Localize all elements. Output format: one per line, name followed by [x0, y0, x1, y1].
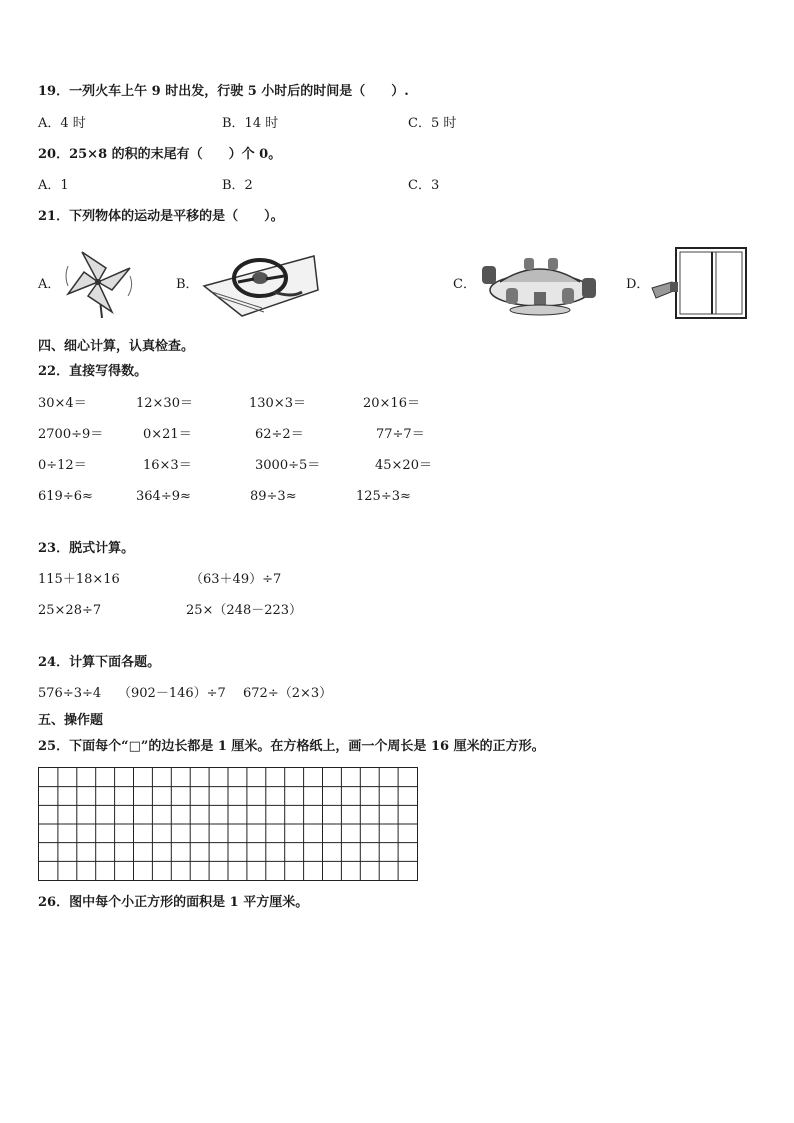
square-grid-paper[interactable]	[38, 767, 418, 881]
q22-r1-c2: 12×30＝	[136, 396, 193, 411]
q21-option-b[interactable]: B．	[176, 277, 199, 292]
q22-r4-c4: 125÷3≈	[356, 489, 411, 504]
question-20-text: 20．25×8 的积的末尾有（ ）个 0。	[38, 147, 282, 162]
question-25-text: 25．下面每个“□”的边长都是 1 厘米。在方格纸上，画一个周长是 16 厘米的正方形。	[38, 739, 545, 754]
q23-item-2: （63＋49）÷7	[190, 572, 282, 587]
question-21-text: 21．下列物体的运动是平移的是（ ）。	[38, 209, 284, 224]
q20-option-b[interactable]: B．2	[222, 178, 253, 193]
q22-r2-c2: 0×21＝	[143, 427, 192, 442]
q22-r3-c1: 0÷12＝	[38, 458, 87, 473]
q21-option-c[interactable]: C．	[453, 277, 476, 292]
q22-r4-c2: 364÷9≈	[136, 489, 191, 504]
q23-item-3: 25×28÷7	[38, 603, 102, 618]
q23-item-4: 25×（248－223）	[186, 603, 303, 618]
q20-option-c[interactable]: C．3	[408, 178, 440, 193]
q22-r3-c3: 3000÷5＝	[255, 458, 321, 473]
q22-r1-c1: 30×4＝	[38, 396, 87, 411]
q19-option-c[interactable]: C．5 时	[408, 116, 457, 131]
q24-item-3: 672÷（2×3）	[243, 686, 333, 701]
pinwheel-icon	[62, 246, 140, 320]
grid-lines	[39, 768, 417, 880]
section-4-heading: 四、细心计算，认真检查。	[38, 339, 195, 354]
q22-r2-c1: 2700÷9＝	[38, 427, 104, 442]
q22-r3-c4: 45×20＝	[375, 458, 432, 473]
q21-option-d[interactable]: D．	[626, 277, 650, 292]
steering-wheel-icon	[202, 248, 320, 318]
q22-r1-c4: 20×16＝	[363, 396, 420, 411]
q19-option-b[interactable]: B．14 时	[222, 116, 279, 131]
q21-option-a[interactable]: A．	[38, 277, 61, 292]
q22-r3-c2: 16×3＝	[143, 458, 192, 473]
q20-option-a[interactable]: A．1	[38, 178, 69, 193]
section-5-heading: 五、操作题	[38, 713, 104, 728]
q22-r4-c3: 89÷3≈	[250, 489, 297, 504]
q22-r2-c3: 62÷2＝	[255, 427, 304, 442]
q22-r4-c1: 619÷6≈	[38, 489, 93, 504]
carousel-ride-icon	[478, 252, 602, 316]
q22-r1-c3: 130×3＝	[249, 396, 306, 411]
q24-item-1: 576÷3÷4	[38, 686, 102, 701]
q19-option-a[interactable]: A．4 时	[38, 116, 86, 131]
q23-item-1: 115＋18×16	[38, 572, 120, 587]
question-24-text: 24．计算下面各题。	[38, 655, 161, 670]
question-22-text: 22．直接写得数。	[38, 364, 148, 379]
question-19-text: 19．一列火车上午 9 时出发，行驶 5 小时后的时间是（ ）.	[38, 84, 409, 99]
question-23-text: 23．脱式计算。	[38, 541, 135, 556]
q24-item-2: （902－146）÷7	[118, 686, 226, 701]
question-26-text: 26．图中每个小正方形的面积是 1 平方厘米。	[38, 895, 309, 910]
q22-r2-c4: 77÷7＝	[376, 427, 425, 442]
sliding-window-icon	[650, 244, 750, 320]
